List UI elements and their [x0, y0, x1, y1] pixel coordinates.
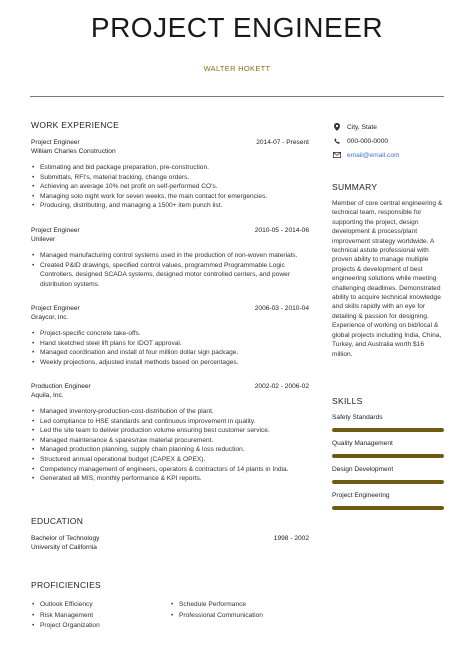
skill-level-fill — [332, 480, 444, 484]
phone-text: 000-000-0000 — [347, 137, 389, 145]
bullet-item: • Hand sketched steel lift plans for IDOT approval. — [31, 339, 309, 349]
skill-label: Project Engineering — [332, 492, 390, 499]
proficiencies-list-right — [170, 600, 309, 632]
location-text: City, State — [347, 123, 377, 131]
skill-level-fill — [332, 506, 444, 510]
job-dates: 2010-05 - 2014-06 — [254, 227, 309, 234]
job-dates: 2002-02 - 2006-02 — [254, 383, 309, 390]
summary-heading: SUMMARY — [332, 182, 378, 192]
job-bullets — [31, 163, 309, 211]
job-title: Project Engineer — [31, 139, 80, 146]
job-title: Project Engineer — [31, 305, 80, 312]
job-employer: Aquila, Inc. — [31, 392, 64, 399]
education-section — [31, 516, 309, 552]
bullet-item: • Achieving an average 10% net profit on self-performed CO's. — [31, 182, 309, 192]
contact-info — [332, 120, 446, 162]
map-pin-icon — [332, 123, 342, 131]
skill-label: Quality Management — [332, 440, 393, 447]
header-divider — [30, 96, 444, 97]
proficiency-item: • Project Organization — [31, 621, 170, 632]
proficiency-item: • Schedule Performance — [170, 600, 309, 611]
email-link[interactable]: email@email.com — [347, 151, 400, 159]
proficiency-item: • Risk Management — [31, 611, 170, 622]
job-bullets — [31, 251, 309, 289]
proficiency-item: • Outlook Efficiency — [31, 600, 170, 611]
bullet-item: • Managed inventory-production-cost-distribution of the plant. — [31, 407, 309, 417]
bullet-item: • Structured annual operational budget (CAPEX & OPEX). — [31, 455, 309, 465]
skill-item — [332, 466, 446, 484]
contact-email[interactable] — [332, 148, 446, 162]
bullet-item: • Managing solo night work for seven weeks, the main contact for emergencies. — [31, 192, 309, 202]
main-column — [31, 120, 309, 629]
skill-item — [332, 440, 446, 458]
job-bullets — [31, 407, 309, 484]
bullet-item: • Estimating and bid package preparation, pre-construction. — [31, 163, 309, 173]
job-entry — [31, 382, 309, 484]
bullet-item: • Producing, distributing, and managing a 1500+ item punch list. — [31, 201, 309, 211]
job-dates: 2006-03 - 2010-04 — [254, 305, 309, 312]
job-employer: William Charles Construction — [31, 148, 116, 155]
skill-level-bar — [332, 506, 444, 510]
bullet-item: • Managed maintenance & spares/raw material procurement. — [31, 436, 309, 446]
job-entry — [31, 304, 309, 367]
candidate-name: WALTER HOKETT — [203, 64, 271, 73]
contact-phone — [332, 134, 446, 148]
contact-location — [332, 120, 446, 134]
job-title: Production Engineer — [31, 383, 91, 390]
bullet-item: • Generated all MIS, monthly performance & KPI reports. — [31, 474, 309, 484]
bullet-item: • Led compliance to HSE standards and continuous improvement in quality. — [31, 417, 309, 427]
bullet-item: • Weekly projections, adjusted install methods based on percentages. — [31, 358, 309, 368]
skill-item — [332, 414, 446, 432]
work-experience-heading: WORK EXPERIENCE — [31, 120, 120, 130]
summary-section — [332, 182, 446, 359]
phone-icon — [332, 138, 342, 145]
proficiency-item: • Professional Communication — [170, 611, 309, 622]
bullet-item: • Led the site team to deliver production volume ensuring best customer service. — [31, 426, 309, 436]
job-dates: 2014-07 - Present — [256, 139, 309, 146]
skill-level-bar — [332, 454, 444, 458]
bullet-item: • Managed coordination and install of four million dollar sign package. — [31, 348, 309, 358]
skill-label: Safety Standards — [332, 414, 383, 421]
bullet-item: • Managed production planning, supply chain planning & loss reduction. — [31, 445, 309, 455]
job-bullets — [31, 329, 309, 367]
mail-icon — [332, 152, 342, 158]
bullet-item: • Project-specific concrete take-offs. — [31, 329, 309, 339]
skill-item — [332, 492, 446, 510]
education-heading: EDUCATION — [31, 516, 84, 526]
bullet-item: • Created P&ID drawings, specified control values, programmed Programmable Logic Controllers, designed SCADA systems, designed motor controlled centers, and power distribution systems. — [31, 261, 309, 290]
education-dates: 1998 - 2002 — [273, 535, 309, 542]
bullet-item: • Managed manufacturing control systems used in the production of non-woven materials. — [31, 251, 309, 261]
skill-level-bar — [332, 480, 444, 484]
job-employer: Graycor, Inc. — [31, 314, 69, 321]
skills-heading: SKILLS — [332, 396, 363, 406]
summary-text: Member of core central engineering & technical team, responsible for supporting the project, design development & process/plant improvement strategy worldwide. A technical astute professional with proven ability to manage multiple projects & development of best engineering solutions while meeting challenging deadlines. Demonstrated ability to acquire technical knowledge and skills rapidly with an eye for detailing & passion for designing. Experience of working on bid/local & global projects including India, China, Turkey, and Australia worth $16 million. — [332, 200, 443, 358]
job-employer: Unilever — [31, 236, 56, 243]
proficiencies-heading: PROFICIENCIES — [31, 580, 102, 590]
side-column — [332, 120, 446, 499]
degree: Bachelor of Technology — [31, 535, 100, 542]
proficiencies-section — [31, 580, 309, 632]
bullet-item: • Submittals, RFI's, material tracking, change orders. — [31, 173, 309, 183]
skill-level-fill — [332, 454, 444, 458]
skill-label: Design Development — [332, 466, 394, 473]
bullet-item: • Competency management of engineers, operators & contractors of 14 plants in India. — [31, 465, 309, 475]
skills-section — [332, 396, 446, 510]
proficiencies-list-left — [31, 600, 170, 632]
resume-title: PROJECT ENGINEER — [90, 12, 384, 43]
school: University of California — [31, 544, 97, 551]
job-entry — [31, 226, 309, 289]
skill-level-fill — [332, 428, 444, 432]
job-title: Project Engineer — [31, 227, 80, 234]
job-entry — [31, 138, 309, 211]
skill-level-bar — [332, 428, 444, 432]
